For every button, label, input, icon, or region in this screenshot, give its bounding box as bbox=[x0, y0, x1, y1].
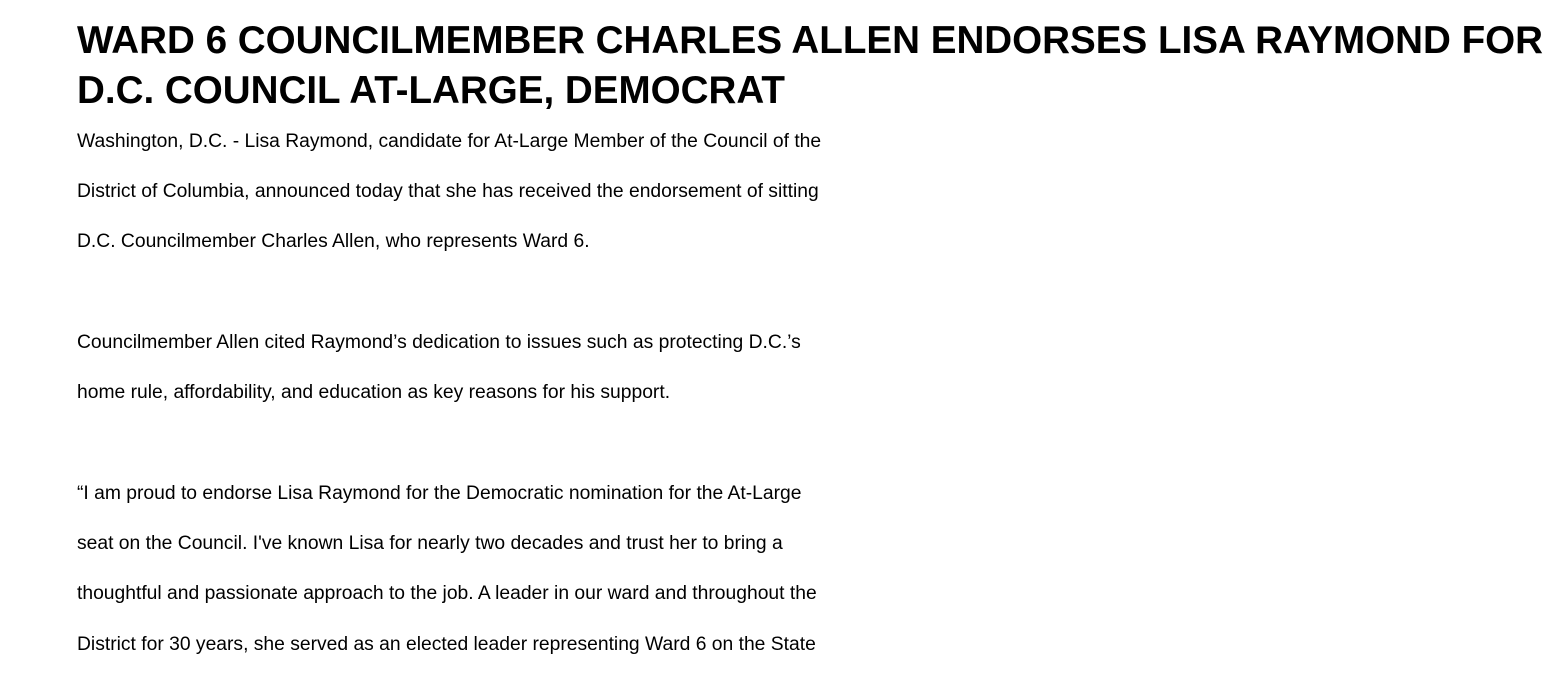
paragraph-gap bbox=[77, 418, 957, 468]
paragraph-line: seat on the Council. I've known Lisa for nearly two decades and trust her to bring a bbox=[77, 532, 783, 554]
document-body bbox=[77, 16, 1543, 670]
paragraph-line: D.C. Councilmember Charles Allen, who represents Ward 6. bbox=[77, 231, 590, 253]
paragraph-line: “I am proud to endorse Lisa Raymond for the Democratic nomination for the At-Large bbox=[77, 482, 802, 504]
headline-line: WARD 6 COUNCILMEMBER CHARLES ALLEN ENDORSES LISA RAYMOND FOR bbox=[77, 19, 1543, 62]
paragraph-line: District for 30 years, she served as an elected leader representing Ward 6 on the State bbox=[77, 633, 816, 655]
headline-line: D.C. COUNCIL AT-LARGE, DEMOCRAT bbox=[77, 69, 785, 113]
paragraph-line: Washington, D.C. - Lisa Raymond, candidate for At-Large Member of the Council of the bbox=[77, 130, 822, 152]
paragraph-line: thoughtful and passionate approach to the job. A leader in our ward and throughout the bbox=[77, 583, 817, 605]
paragraph-gap bbox=[77, 267, 957, 317]
paragraph-support-reasons bbox=[77, 318, 957, 419]
paragraph-intro bbox=[77, 117, 957, 268]
paragraph-line: District of Columbia, announced today that she has received the endorsement of sitting bbox=[77, 180, 819, 202]
paragraph-line: home rule, affordability, and education as key reasons for his support. bbox=[77, 382, 671, 404]
press-release-headline bbox=[77, 16, 1543, 117]
paragraph-line: Councilmember Allen cited Raymond’s dedication to issues such as protecting D.C.’s bbox=[77, 331, 801, 353]
paragraph-quote bbox=[77, 469, 957, 670]
